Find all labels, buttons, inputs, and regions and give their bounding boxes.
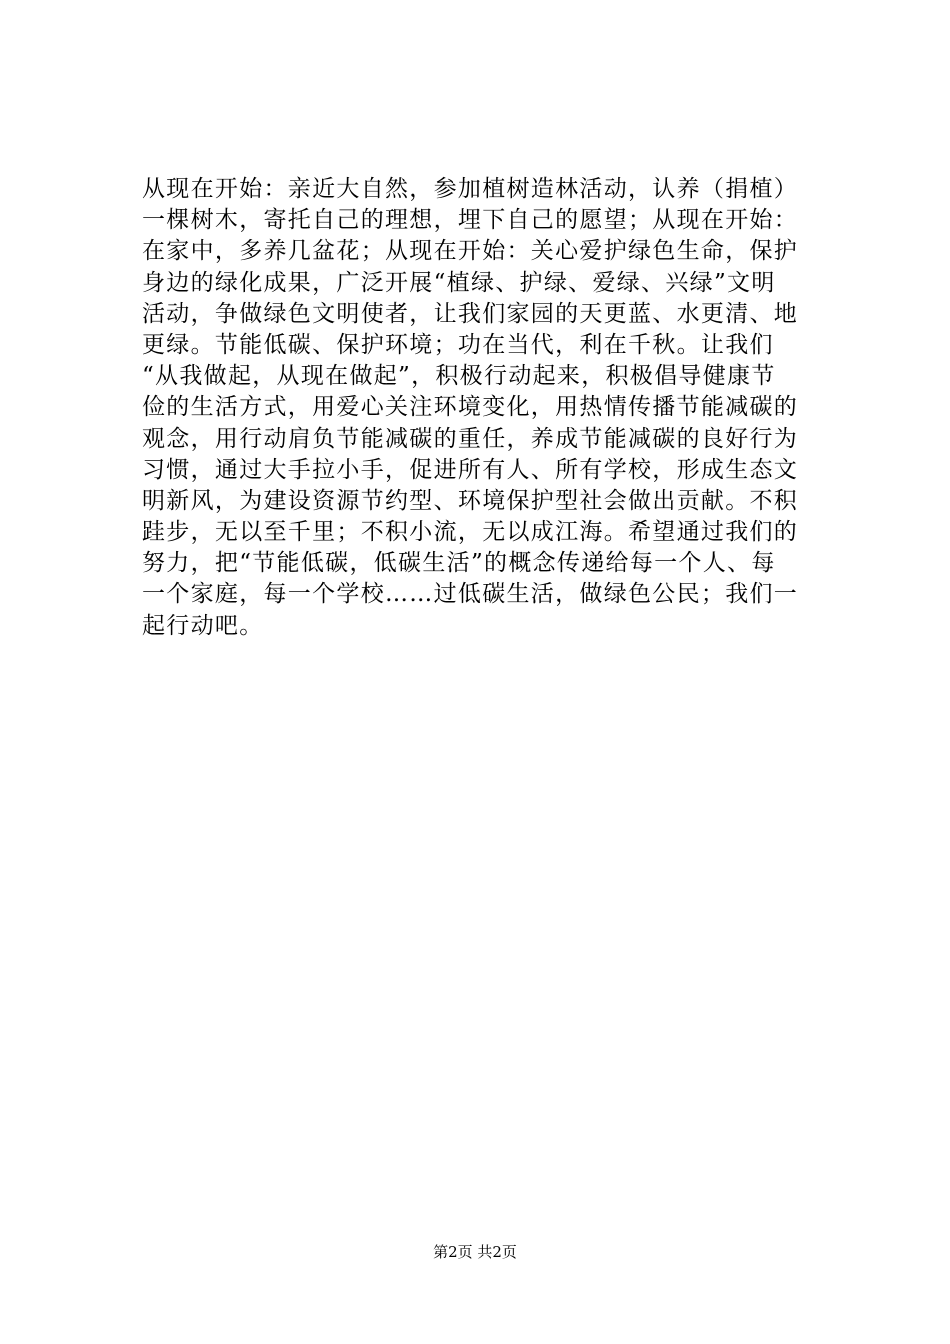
text-line: 观念，用行动肩负节能减碳的重任，养成节能减碳的良好行为 (142, 425, 799, 452)
text-line: 在家中，多养几盆花；从现在开始：关心爱护绿色生命，保护 (142, 238, 799, 265)
text-line: 起行动吧。 (142, 612, 264, 639)
text-line: 身边的绿化成果，广泛开展“植绿、护绿、爱绿、兴绿”文明 (142, 269, 776, 296)
page-number-footer: 第2页 共2页 (433, 1243, 517, 1261)
text-line: 明新风，为建设资源节约型、环境保护型社会做出贡献。不积 (142, 487, 799, 514)
text-line: 活动，争做绿色文明使者，让我们家园的天更蓝、水更清、地 (142, 300, 799, 327)
text-line: 更绿。节能低碳、保护环境；功在当代，利在千秋。让我们 (142, 331, 774, 358)
text-line: 习惯，通过大手拉小手，促进所有人、所有学校，形成生态文 (142, 456, 799, 483)
text-line: 努力，把“节能低碳，低碳生活”的概念传递给每一个人、每 (142, 550, 776, 577)
text-line: 从现在开始：亲近大自然，参加植树造林活动，认养（捐植） (142, 176, 799, 202)
text-line: 跬步，无以至千里；不积小流，无以成江海。希望通过我们的 (142, 519, 799, 546)
text-line: 俭的生活方式，用爱心关注环境变化，用热情传播节能减碳的 (142, 394, 799, 421)
text-line: “从我做起，从现在做起”，积极行动起来，积极倡导健康节 (142, 363, 776, 390)
text-line: 一个家庭，每一个学校……过低碳生活，做绿色公民；我们一 (142, 581, 799, 608)
text-line: 一棵树木，寄托自己的理想，埋下自己的愿望；从现在开始： (142, 207, 799, 234)
body-paragraph (142, 174, 842, 642)
